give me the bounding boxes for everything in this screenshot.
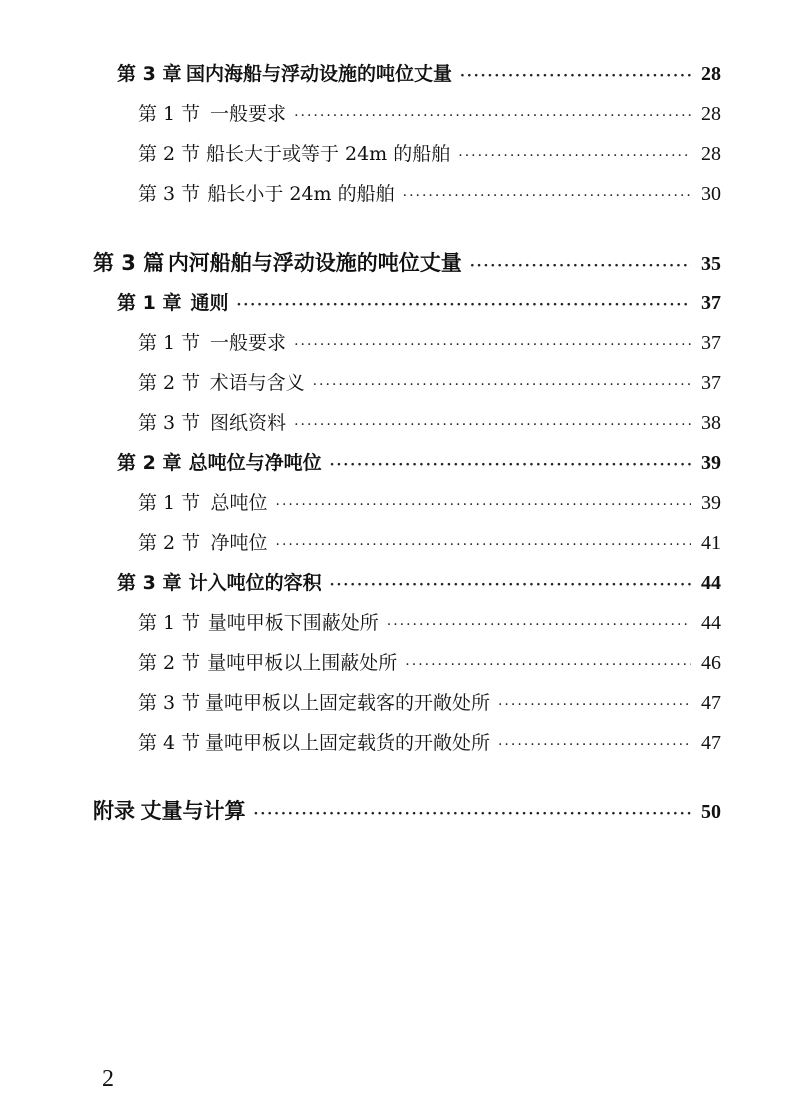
entry-title: 术语与含义 [209, 372, 305, 394]
entry-page: 28 [701, 103, 721, 125]
entry-page: 50 [701, 801, 721, 823]
entry-title: 丈量与计算 [140, 799, 246, 823]
entry-label: 第 3 节 [138, 412, 201, 434]
entry-label: 第 2 节 [138, 652, 201, 674]
entry-label: 第 1 节 [138, 492, 201, 514]
toc-entry-chapter [117, 453, 721, 473]
entry-label: 第 3 节 [138, 692, 201, 714]
toc-entry-section [138, 373, 721, 393]
entry-page: 47 [701, 692, 721, 714]
entry-title: 通则 [190, 292, 229, 314]
toc-entry-section [138, 733, 721, 753]
entry-label: 第 2 节 [138, 143, 201, 165]
entry-page: 39 [701, 492, 721, 514]
toc-entry-chapter [117, 573, 721, 593]
entry-label: 第 2 节 [138, 372, 201, 394]
entry-title: 总吨位与净吨位 [188, 452, 322, 474]
entry-page: 44 [701, 572, 721, 594]
entry-title: 总吨位 [210, 492, 268, 514]
entry-page: 35 [701, 253, 721, 275]
entry-label: 第 3 节 [138, 183, 201, 205]
entry-title: 内河船舶与浮动设施的吨位丈量 [167, 251, 462, 275]
entry-label: 第 1 章 [117, 292, 182, 314]
dot-leader [470, 259, 691, 273]
dot-leader [276, 498, 691, 512]
entry-label: 第 3 篇 [93, 251, 165, 275]
entry-label: 第 1 节 [138, 103, 201, 125]
entry-label: 附录 [93, 799, 135, 823]
toc-entry-section [138, 413, 721, 433]
toc-entry-section [138, 493, 721, 513]
dot-leader [460, 69, 691, 83]
dot-leader [313, 378, 691, 392]
dot-leader [403, 189, 691, 203]
entry-page: 38 [701, 412, 721, 434]
dot-leader [254, 807, 692, 821]
entry-page: 44 [701, 612, 721, 634]
dot-leader [498, 698, 691, 712]
toc-entry-section [138, 144, 721, 164]
entry-page: 47 [701, 732, 721, 754]
entry-title: 量吨甲板以上固定载货的开敞处所 [204, 732, 490, 754]
entry-label: 第 2 章 [117, 452, 182, 474]
dot-leader [294, 418, 691, 432]
entry-page: 46 [701, 652, 721, 674]
entry-page: 39 [701, 452, 721, 474]
entry-label: 第 3 章 [117, 572, 182, 594]
entry-title: 船长大于或等于 24m 的船舶 [205, 143, 451, 165]
toc-entry-section [138, 653, 721, 673]
toc-entry-part [93, 253, 721, 274]
dot-leader [458, 149, 691, 163]
entry-label: 第 3 章 [117, 63, 182, 85]
toc-entry-section [138, 613, 721, 633]
toc-entry-chapter [117, 293, 721, 313]
entry-title: 一般要求 [210, 332, 287, 354]
entry-label: 第 4 节 [138, 732, 201, 754]
entry-page: 28 [701, 63, 721, 85]
entry-title: 一般要求 [210, 103, 287, 125]
entry-title: 船长小于 24m 的船舶 [207, 183, 395, 205]
entry-page: 28 [701, 143, 721, 165]
toc-entry-appendix [93, 801, 721, 822]
dot-leader [236, 298, 691, 312]
entry-page: 37 [701, 292, 721, 314]
entry-page: 37 [701, 372, 721, 394]
dot-leader [387, 618, 691, 632]
dot-leader [330, 458, 691, 472]
toc-entry-section [138, 333, 721, 353]
dot-leader [276, 538, 691, 552]
entry-label: 第 2 节 [138, 532, 201, 554]
toc-entry-section [138, 693, 721, 713]
dot-leader [405, 658, 691, 672]
page-number: 2 [102, 1066, 114, 1092]
toc-entry-chapter [117, 64, 721, 84]
toc-entry-section [138, 104, 721, 124]
toc-entry-section [138, 184, 721, 204]
dot-leader [498, 738, 691, 752]
entry-title: 量吨甲板下围蔽处所 [207, 612, 379, 634]
entry-label: 第 1 节 [138, 332, 201, 354]
entry-label: 第 1 节 [138, 612, 201, 634]
entry-page: 37 [701, 332, 721, 354]
dot-leader [330, 578, 691, 592]
entry-title: 量吨甲板以上围蔽处所 [207, 652, 398, 674]
entry-title: 净吨位 [210, 532, 268, 554]
dot-leader [294, 338, 691, 352]
dot-leader [294, 109, 691, 123]
entry-title: 国内海船与浮动设施的吨位丈量 [186, 63, 453, 85]
entry-title: 图纸资料 [210, 412, 287, 434]
entry-page: 30 [701, 183, 721, 205]
entry-title: 量吨甲板以上固定载客的开敞处所 [204, 692, 490, 714]
entry-page: 41 [701, 532, 721, 554]
entry-title: 计入吨位的容积 [188, 572, 322, 594]
toc-entry-section [138, 533, 721, 553]
